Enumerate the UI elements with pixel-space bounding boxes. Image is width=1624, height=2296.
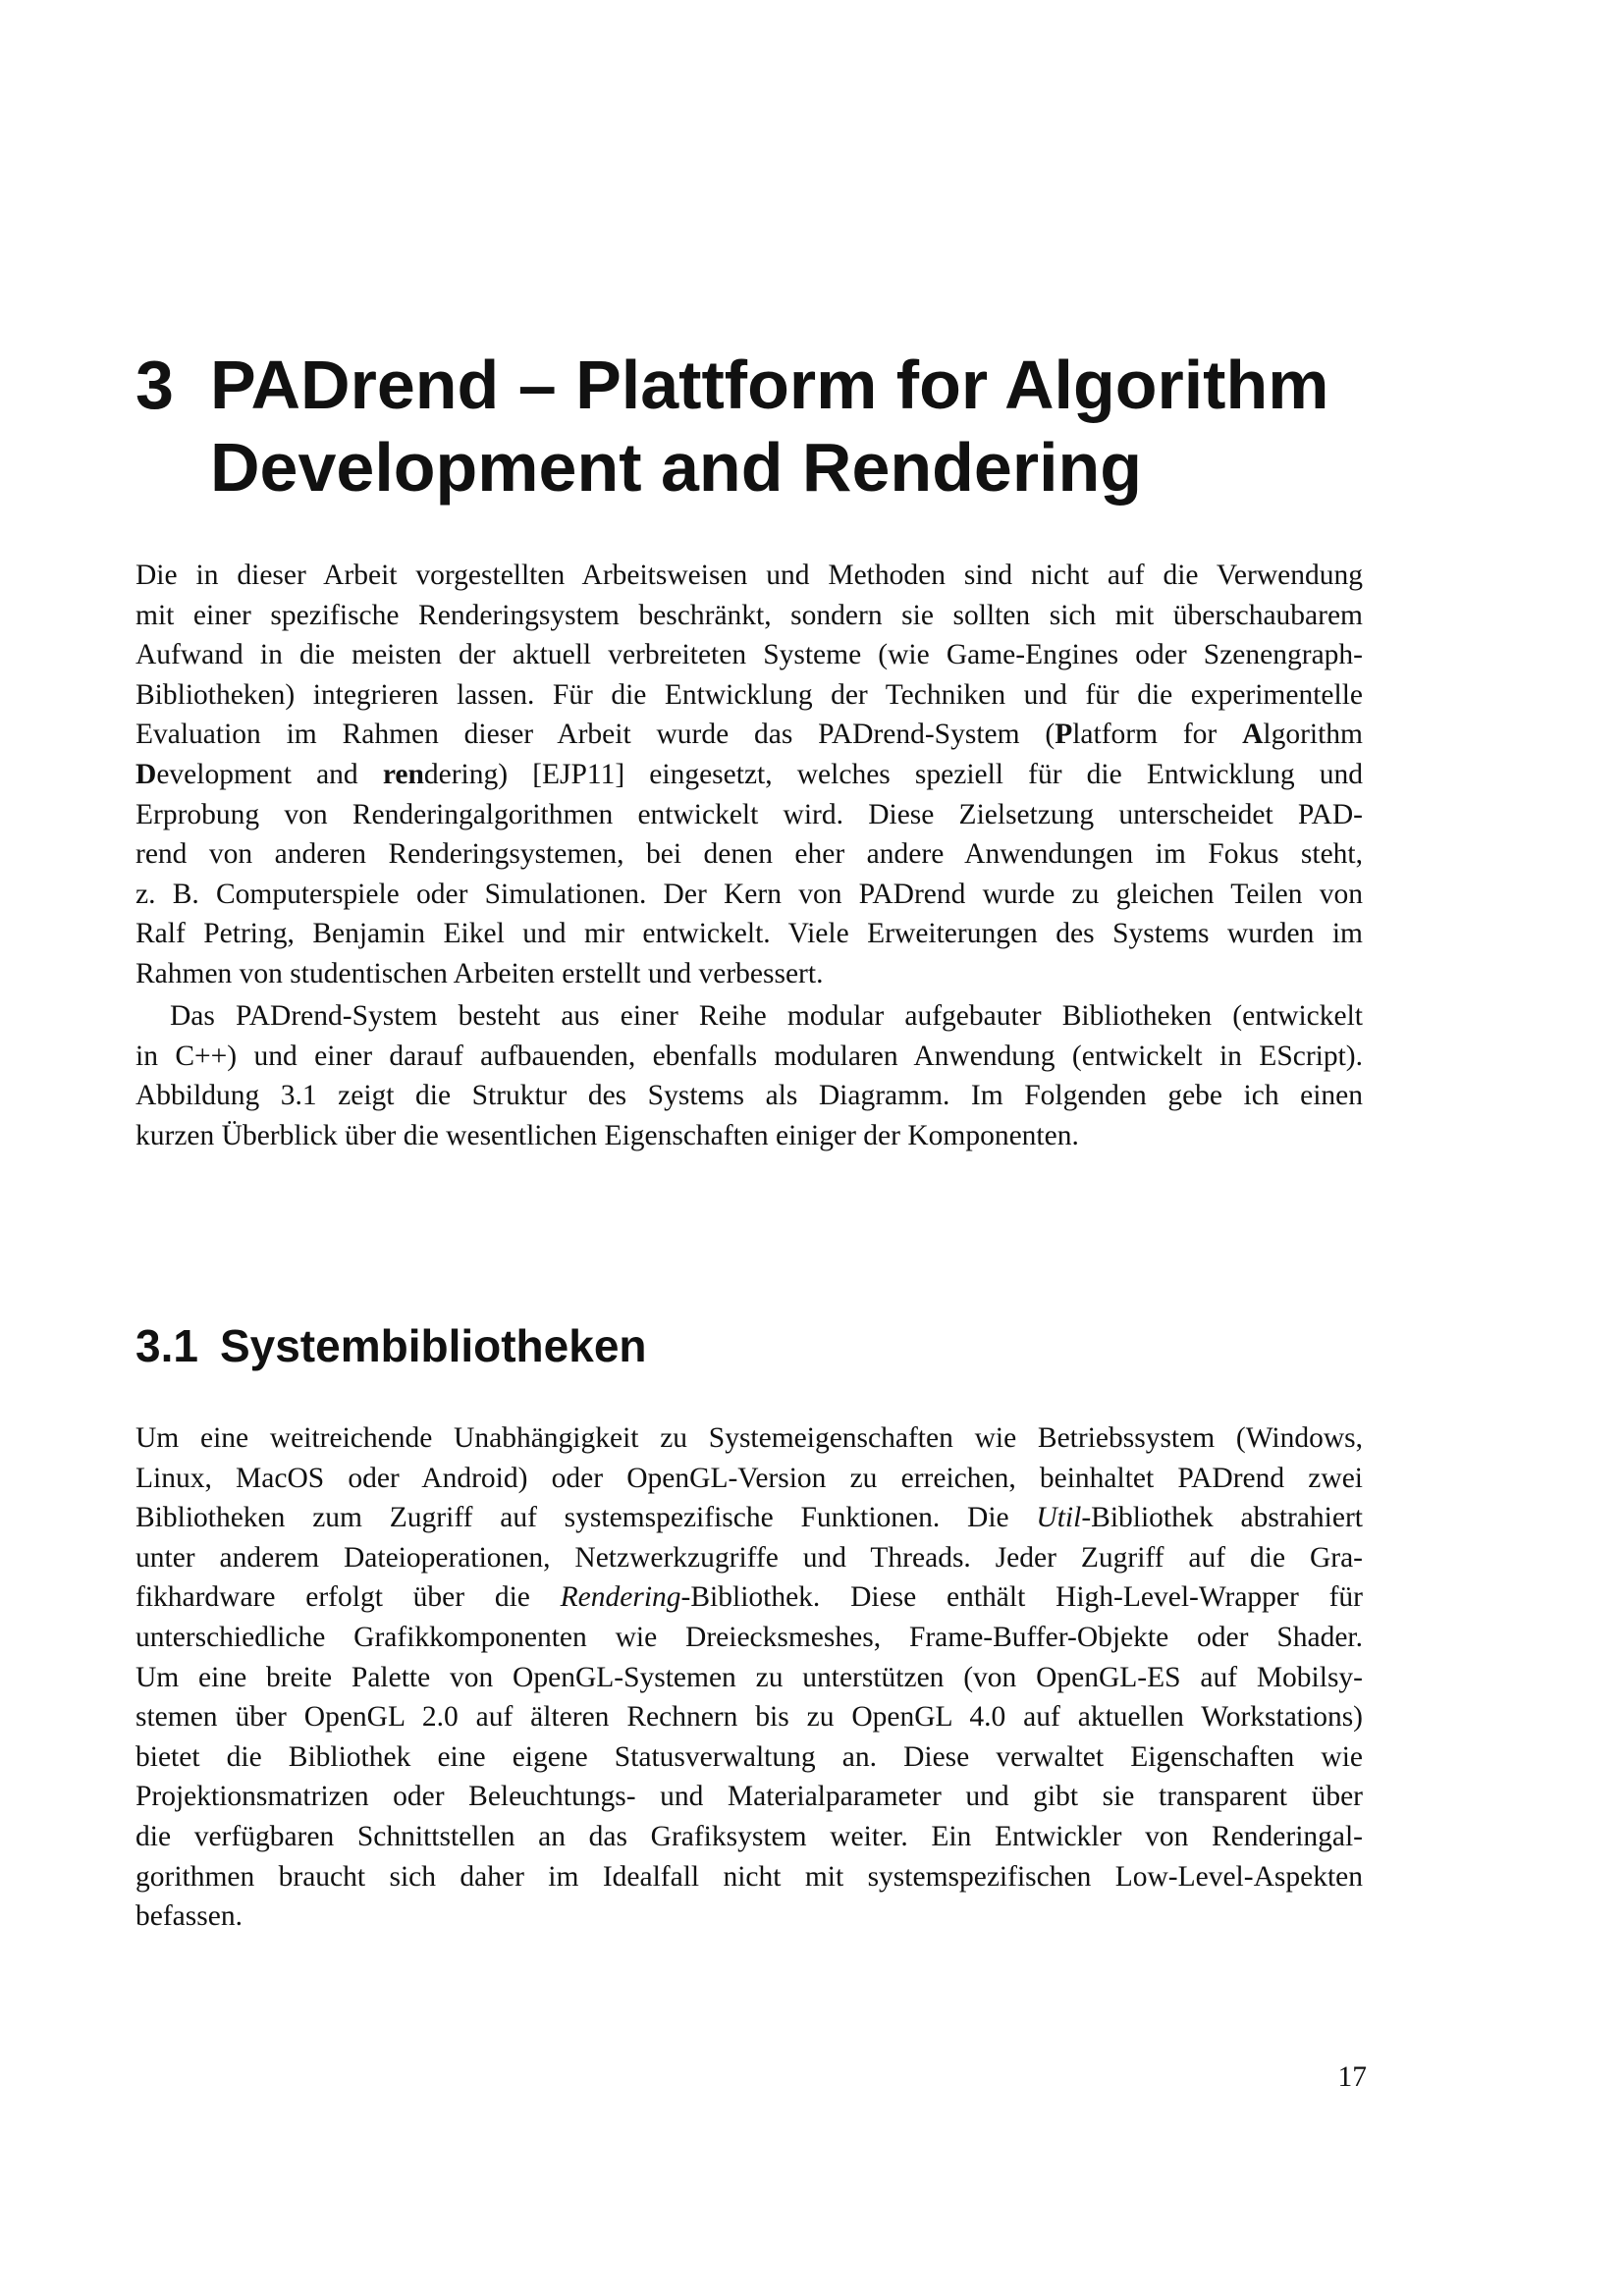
text-line: z. B. Computerspiele oder Simulationen. Der Kern von PADrend wurde zu gleichen Teilen von bbox=[135, 878, 1363, 910]
text-line: Um eine breite Palette von OpenGL-Systemen zu unterstützen (von OpenGL-ES auf Mobilsy- bbox=[135, 1661, 1363, 1693]
text-line: rend von anderen Renderingsystemen, bei denen eher andere Anwendungen im Fokus steht, bbox=[135, 838, 1363, 871]
section-title: Systembibliotheken bbox=[219, 1320, 647, 1371]
text-line: Um eine weitreichende Unabhängigkeit zu Systemeigenschaften wie Betriebssystem (Windows, bbox=[135, 1422, 1363, 1454]
text-line: Development and rendering) [EJP11] eingesetzt, welches speziell für die Entwicklung und bbox=[135, 758, 1364, 790]
intro-paragraph-2 bbox=[135, 996, 1363, 1155]
page-number: 17 bbox=[1337, 2061, 1367, 2093]
text-line: die verfügbaren Schnittstellen an das Grafiksystem weiter. Ein Entwickler von Renderingal- bbox=[135, 1820, 1363, 1852]
text-line: Die in dieser Arbeit vorgestellten Arbeitsweisen und Methoden sind nicht auf die Verwendung bbox=[135, 560, 1363, 591]
text-line: stemen über OpenGL 2.0 auf älteren Rechnern bis zu OpenGL 4.0 auf aktuellen Workstations) bbox=[135, 1701, 1363, 1734]
text-line: Evaluation im Rahmen dieser Arbeit wurde das PADrend-System (Platform for Algorithm bbox=[135, 719, 1363, 751]
text-line: unterschiedliche Grafikkomponenten wie Dreiecksmeshes, Frame-Buffer-Objekte oder Shader. bbox=[135, 1621, 1363, 1653]
text-line: gorithmen braucht sich daher im Idealfall nicht mit systemspezifischen Low-Level-Aspekten bbox=[135, 1860, 1363, 1893]
text-line: Abbildung 3.1 zeigt die Struktur des Systems als Diagramm. Im Folgenden gebe ich einen bbox=[135, 1080, 1363, 1112]
text-line: in C++) und einer darauf aufbauenden, ebenfalls modularen Anwendung (entwickelt in EScript). bbox=[135, 1040, 1363, 1072]
text-line: unter anderem Dateioperationen, Netzwerkzugriffe und Threads. Jeder Zugriff auf die Gra- bbox=[135, 1541, 1363, 1574]
text-line: bietet die Bibliothek eine eigene Statusverwaltung an. Diese verwaltet Eigenschaften wie bbox=[135, 1740, 1363, 1773]
text-line: Das PADrend-System besteht aus einer Reihe modular aufgebauter Bibliotheken (entwickelt bbox=[170, 1000, 1363, 1032]
chapter-title-line-2: Development and Rendering bbox=[210, 429, 1143, 506]
text-line: mit einer spezifische Renderingsystem beschränkt, sondern sie sollten sich mit überschaubarem bbox=[135, 599, 1363, 631]
text-line: Ralf Petring, Benjamin Eikel und mir entwickelt. Viele Erweiterungen des Systems wurden im bbox=[135, 918, 1363, 950]
section-heading bbox=[135, 1318, 647, 1373]
text-line: Rahmen von studentischen Arbeiten erstellt und verbessert. bbox=[135, 957, 824, 989]
text-line: befassen. bbox=[135, 1900, 243, 1933]
chapter-number: 3 bbox=[135, 347, 174, 423]
text-line: Bibliotheken zum Zugriff auf systemspezifische Funktionen. Die Util-Bibliothek abstrahiert bbox=[135, 1502, 1363, 1534]
section-paragraph-1 bbox=[135, 1418, 1363, 1937]
text-line: Aufwand in die meisten der aktuell verbreiteten Systeme (wie Game-Engines oder Szenengraph- bbox=[135, 639, 1363, 671]
chapter-title-line-1: PADrend – Plattform for Algorithm bbox=[210, 347, 1329, 423]
text-line: Erprobung von Renderingalgorithmen entwickelt wird. Diese Zielsetzung unterscheidet PAD- bbox=[135, 798, 1363, 830]
intro-paragraph-1 bbox=[135, 556, 1363, 994]
text-line: kurzen Überblick über die wesentlichen Eigenschaften einiger der Komponenten. bbox=[135, 1119, 1079, 1151]
text-line: Projektionsmatrizen oder Beleuchtungs- und Materialparameter und gibt sie transparent über bbox=[135, 1781, 1363, 1813]
text-line: fikhardware erfolgt über die Rendering-Bibliothek. Diese enthält High-Level-Wrapper für bbox=[135, 1581, 1363, 1614]
text-line: Bibliotheken) integrieren lassen. Für die Entwicklung der Techniken und für die experimentelle bbox=[135, 678, 1363, 711]
chapter-heading bbox=[135, 344, 1412, 508]
section-number: 3.1 bbox=[135, 1320, 198, 1371]
text-line: Linux, MacOS oder Android) oder OpenGL-Version zu erreichen, beinhaltet PADrend zwei bbox=[135, 1462, 1363, 1494]
